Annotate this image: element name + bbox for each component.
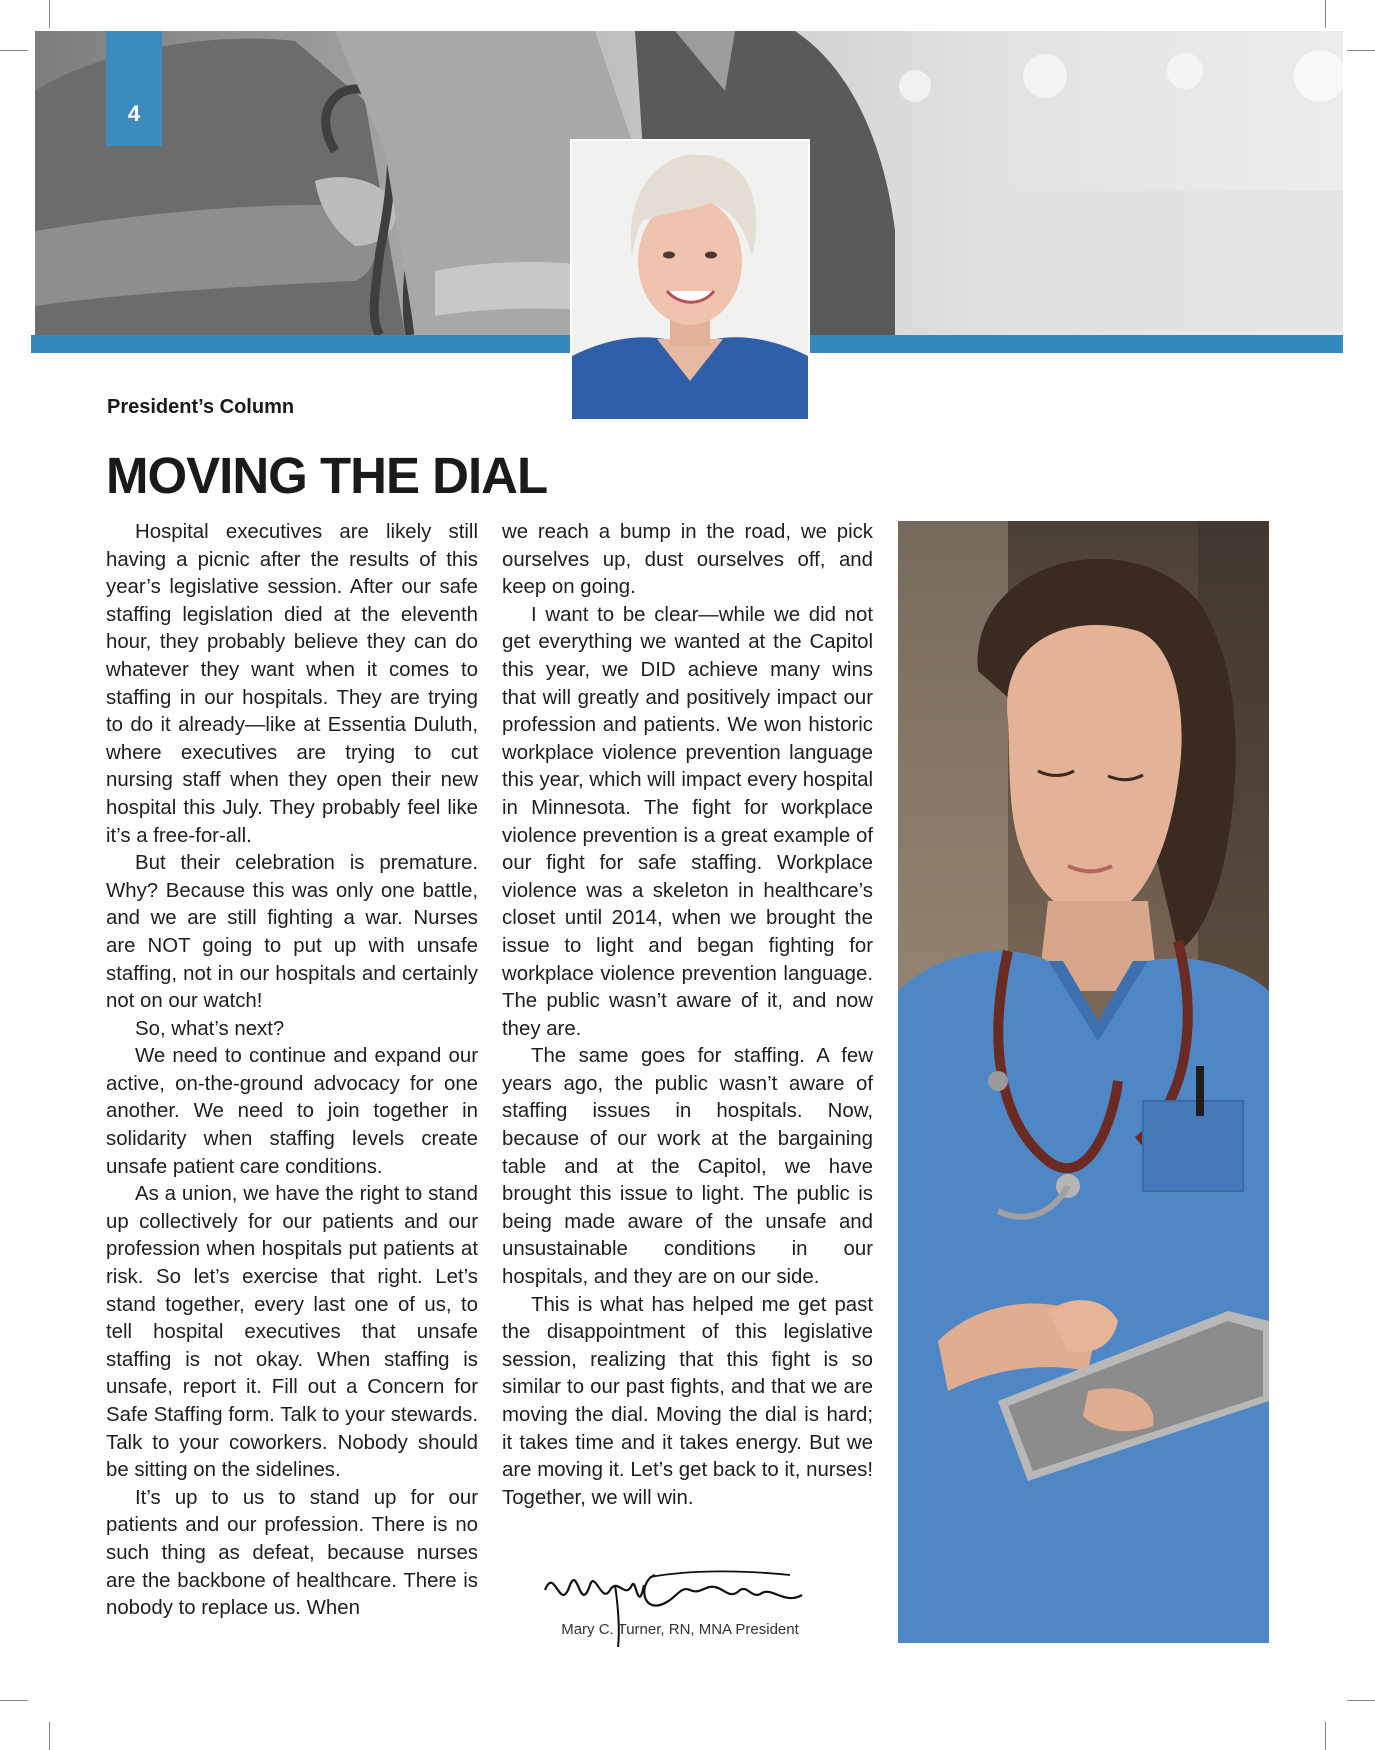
crop-mark-bottom-right-v: [1325, 1722, 1326, 1750]
paragraph: We need to continue and expand our active, on-the-ground advocacy for one another. We need to join together in solidarity when staffing levels create unsafe patient care conditions.: [106, 1045, 478, 1178]
nurse-illustration: [898, 521, 1269, 1643]
portrait-illustration: [572, 141, 808, 419]
article-column-middle: [502, 519, 873, 1512]
crop-mark-top-right-v: [1325, 0, 1326, 28]
crop-mark-bottom-right-h: [1347, 1700, 1375, 1701]
paragraph: But their celebration is premature. Why? Because this was only one battle, and we are still fighting a war. Nurses are NOT going to put up with unsafe staffing, not in our hospitals and certainly not on our watch!: [106, 852, 478, 1013]
paragraph: So, what’s next?: [135, 1017, 285, 1040]
crop-mark-bottom-left-v: [49, 1722, 50, 1750]
signature-caption: Mary C. Turner, RN, MNA President: [561, 1621, 799, 1638]
page-number: 4: [106, 31, 162, 146]
section-label: President’s Column: [107, 396, 295, 418]
crop-mark-bottom-left-h: [0, 1700, 28, 1701]
nurse-photo: [898, 521, 1269, 1643]
president-portrait: [570, 139, 810, 421]
paragraph: As a union, we have the right to stand up collectively for our patients and our profession when hospitals put patients at risk. So let’s exercise that right. Let’s stand together, every last one of us, to tell hospital executives that unsafe staffing is not okay. When staffing is unsafe, report it. Fill out a Concern for Safe Staffing form. Talk to your stewards. Talk to your coworkers. Nobody should be sitting on the sidelines.: [106, 1183, 478, 1482]
crop-mark-top-left-h: [0, 50, 28, 51]
article-column-left: [106, 519, 478, 1623]
paragraph: Hospital executives are likely still having a picnic after the results of this year’s legislative session. After our safe staffing legislation died at the eleventh hour, they probably believe they can do whatever they want when it comes to staffing in our hospitals. They are trying to do it already—like at Essentia Duluth, where executives are trying to cut nursing staff when they open their new hospital this July. They probably feel like it’s a free-for-all.: [106, 521, 478, 847]
headline: MOVING THE DIAL: [106, 447, 548, 504]
crop-mark-top-left-v: [49, 0, 50, 28]
paragraph: It’s up to us to stand up for our patients and our profession. There is no such thing as defeat, because nurses are the backbone of healthcare. There is nobody to replace us. When: [106, 1486, 478, 1620]
paragraph: The same goes for staffing. A few years ago, the public wasn’t aware of staffing issues in hospitals. Now, because of our work at the bargaining table and at the Capitol, we have brought this issue to light. The public is being made aware of the unsafe and unsustainable conditions in our hospitals, and they are on our side.: [502, 1045, 873, 1289]
crop-mark-top-right-h: [1347, 50, 1375, 51]
paragraph: This is what has helped me get past the disappointment of this legislative session, realizing that this fight is so similar to our past fights, and that we are moving the dial. Moving the dial is hard; it takes time and it takes energy. But we are moving it. Let’s get back to it, nurses! Together, we will win.: [502, 1293, 873, 1509]
paragraph: we reach a bump in the road, we pick ourselves up, dust ourselves off, and keep on going.: [502, 521, 873, 599]
paragraph: I want to be clear—while we did not get everything we wanted at the Capitol this year, we DID achieve many wins that will greatly and positively impact our profession and patients. We won historic workplace violence prevention language this year, which will impact every hospital in Minnesota. The fight for workplace violence prevention is a great example of our fight for safe staffing. Workplace violence was a skeleton in healthcare’s closet until 2014, when we brought the issue to light and began fighting for workplace violence prevention language. The public wasn’t aware of it, and now they are.: [502, 603, 873, 1040]
